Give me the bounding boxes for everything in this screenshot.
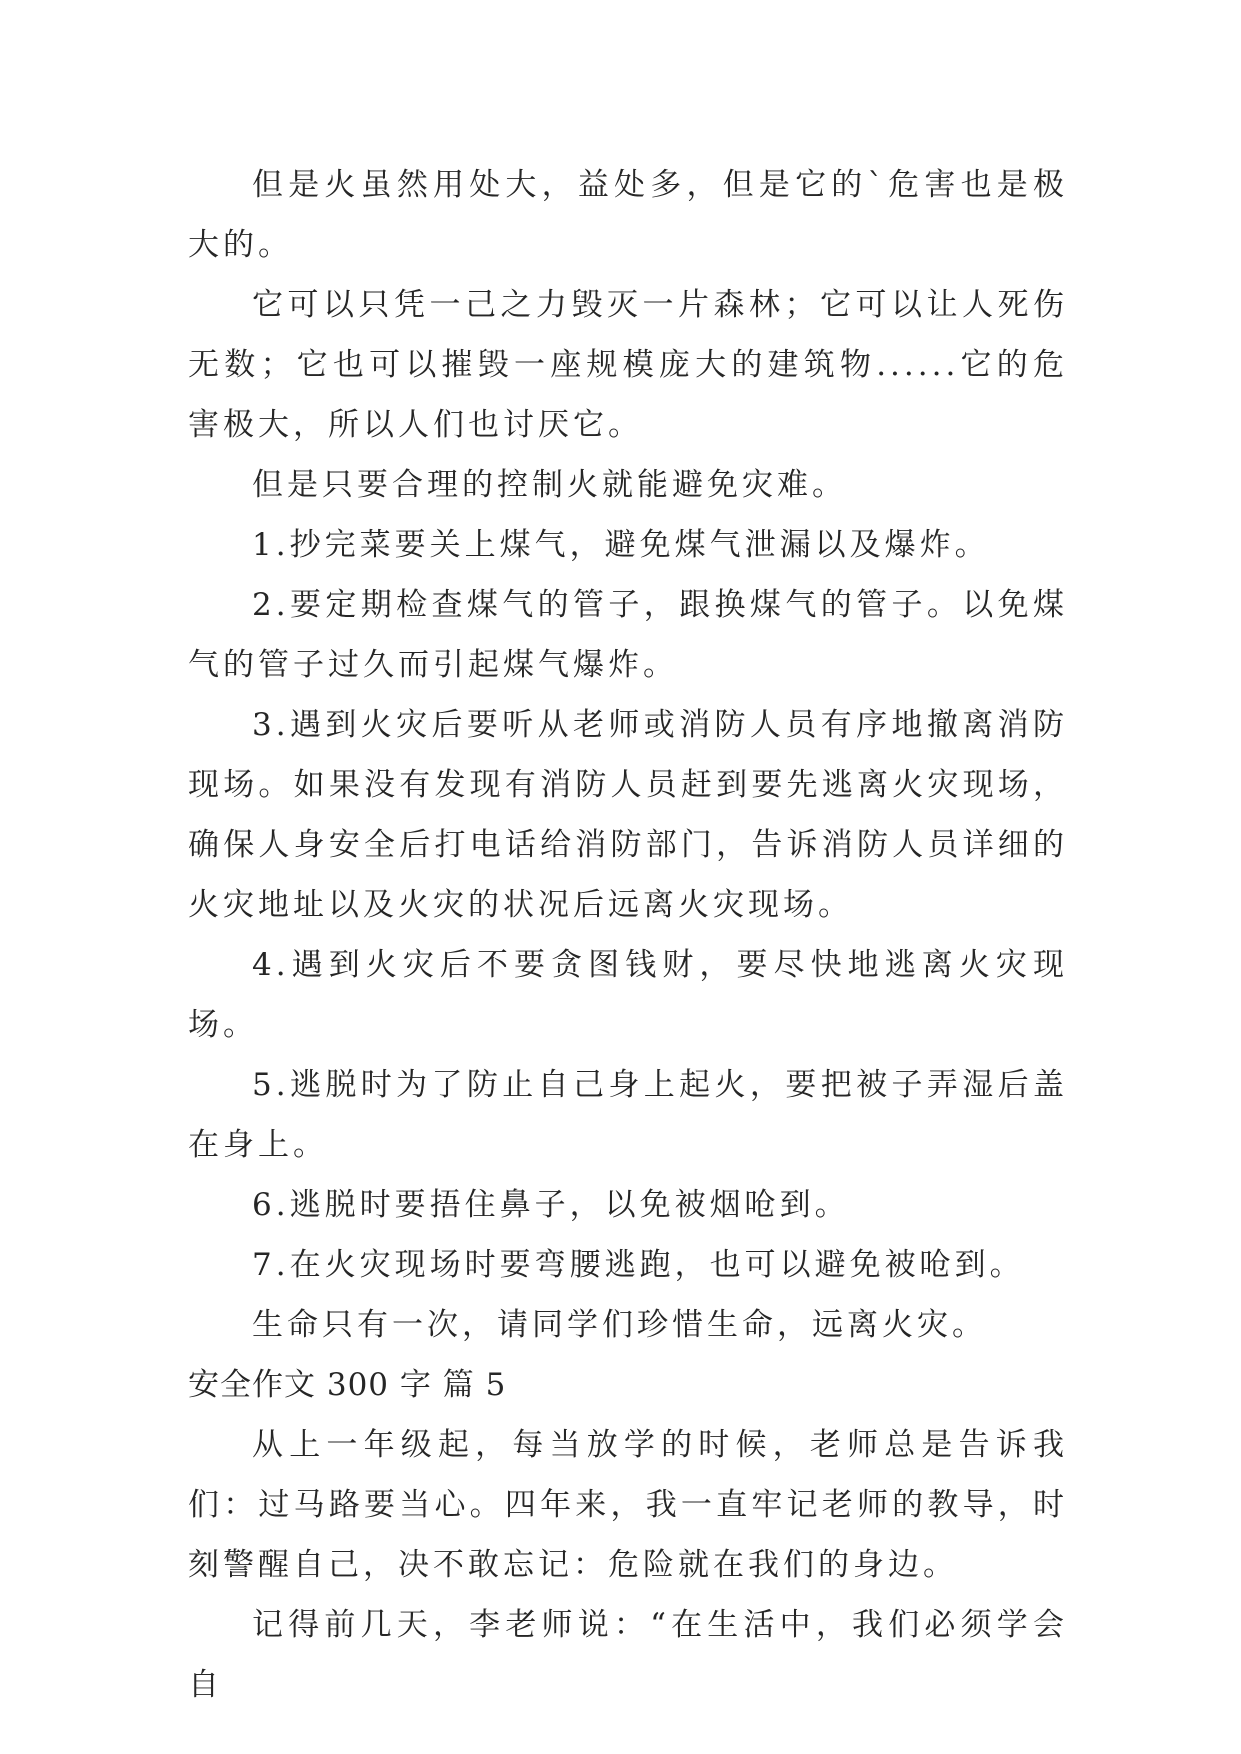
paragraph: 从上一年级起，每当放学的时候，老师总是告诉我们：过马路要当心。四年来，我一直牢记老师的教导，时刻警醒自己，决不敢忘记：危险就在我们的身边。 <box>188 1427 1068 1583</box>
paragraph: 记得前几天，李老师说：“在生活中，我们必须学会自 <box>188 1607 1068 1703</box>
paragraph: 生命只有一次，请同学们珍惜生命，远离火灾。 <box>252 1307 987 1343</box>
list-item: 5.逃脱时为了防止自己身上起火，要把被子弄湿后盖在身上。 <box>188 1067 1068 1163</box>
list-item: 3.遇到火灾后要听从老师或消防人员有序地撤离消防现场。如果没有发现有消防人员赶到要先逃离火灾现场，确保人身安全后打电话给消防部门，告诉消防人员详细的火灾地址以及火灾的状况后远离火灾现场。 <box>188 707 1068 923</box>
document-body <box>188 155 1068 1715</box>
list-item: 6.逃脱时要捂住鼻子，以免被烟呛到。 <box>252 1187 850 1223</box>
list-item: 2.要定期检查煤气的管子，跟换煤气的管子。以免煤气的管子过久而引起煤气爆炸。 <box>188 587 1068 683</box>
section-heading: 安全作文 300 字 篇 5 <box>188 1367 507 1403</box>
paragraph: 但是火虽然用处大，益处多，但是它的`危害也是极大的。 <box>188 167 1068 263</box>
list-item: 1.抄完菜要关上煤气，避免煤气泄漏以及爆炸。 <box>252 527 990 563</box>
paragraph: 但是只要合理的控制火就能避免灾难。 <box>252 467 847 503</box>
list-item: 4.遇到火灾后不要贪图钱财，要尽快地逃离火灾现场。 <box>188 947 1068 1043</box>
paragraph: 它可以只凭一己之力毁灭一片森林；它可以让人死伤无数；它也可以摧毁一座规模庞大的建筑物......它的危害极大，所以人们也讨厌它。 <box>188 287 1068 443</box>
list-item: 7.在火灾现场时要弯腰逃跑，也可以避免被呛到。 <box>252 1247 1025 1283</box>
